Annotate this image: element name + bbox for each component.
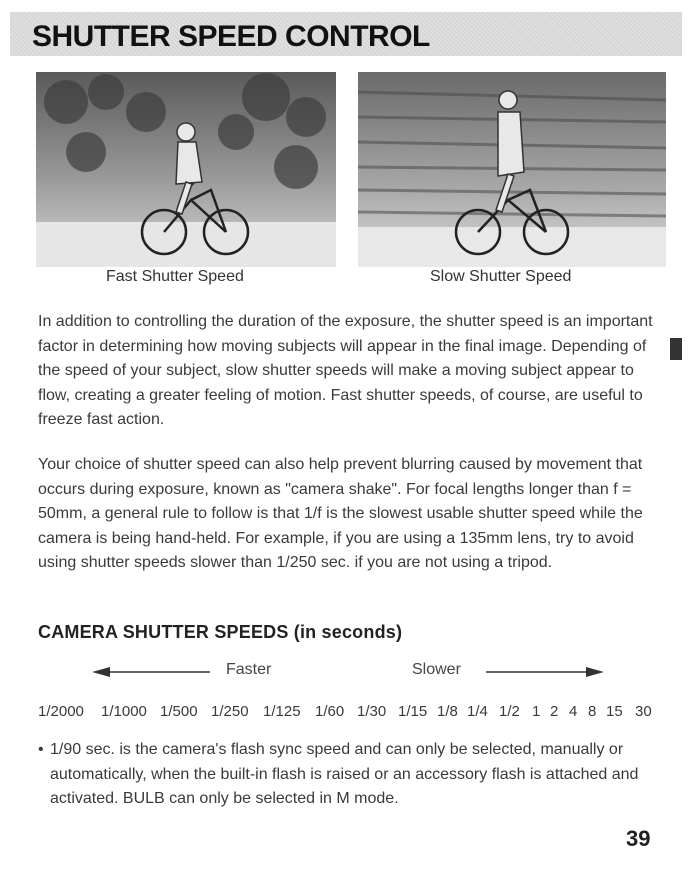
shutter-speed-value: 4 [569,703,578,720]
shutter-speed-value: 1/30 [357,703,387,720]
slower-arrow-icon [484,664,604,680]
slow-shutter-caption: Slow Shutter Speed [430,268,572,285]
fast-shutter-photo [36,72,336,267]
shutter-speed-value: 2 [550,703,559,720]
shutter-speed-value: 8 [588,703,597,720]
shutter-speed-value: 15 [606,703,623,720]
section-tab-marker [670,338,682,360]
fast-shutter-caption: Fast Shutter Speed [106,268,244,285]
camera-shake-paragraph: Your choice of shutter speed can also help prevent blurring caused by movement that occurs during exposure, known as "camera shake". For focal lengths longer than f = 50mm, a general rule to follow is that 1/f is the slowest usable shutter speed while the camera is being hand-held. For example, if you are using a 135mm lens, try to avoid using shutter speeds slower than 1/250 sec. if you are not using a tripod. [38,456,643,571]
page-number: 39 [626,826,651,851]
slower-label: Slower [412,661,461,678]
flash-sync-note [38,738,658,812]
shutter-speed-value: 1/2000 [38,703,84,720]
shutter-speed-value: 1/1000 [101,703,147,720]
shutter-speed-value: 1/4 [467,703,488,720]
faster-arrow-icon [92,664,212,680]
speed-direction-row [0,660,691,684]
shutter-speed-value: 1/8 [437,703,458,720]
shutter-speed-value: 1 [532,703,541,720]
page-title: SHUTTER SPEED CONTROL [32,20,430,53]
shutter-speeds-heading: CAMERA SHUTTER SPEEDS (in seconds) [38,622,403,642]
shutter-speed-value: 30 [635,703,652,720]
intro-paragraph: In addition to controlling the duration of the exposure, the shutter speed is an important factor in determining how moving subjects will appear in the final image. Depending of the speed of your subject, slow shutter speeds will make a moving subject appear to flow, creating a greater feeling of motion. Fast shutter speeds, of course, are useful to freeze fast action. [38,313,653,428]
faster-label: Faster [226,661,272,678]
flash-sync-note-text: 1/90 sec. is the camera's flash sync speed and can only be selected, manually or automatically, when the built-in flash is raised or an accessory flash is attached and activated. BULB can only be selected in M mode. [50,741,639,807]
shutter-speed-value: 1/500 [160,703,198,720]
shutter-speed-value: 1/60 [315,703,345,720]
slow-shutter-photo [358,72,666,267]
shutter-speed-value: 1/15 [398,703,428,720]
bullet-marker: • [38,741,44,758]
shutter-speed-value: 1/125 [263,703,301,720]
shutter-speed-value: 1/2 [499,703,520,720]
shutter-speed-value: 1/250 [211,703,249,720]
